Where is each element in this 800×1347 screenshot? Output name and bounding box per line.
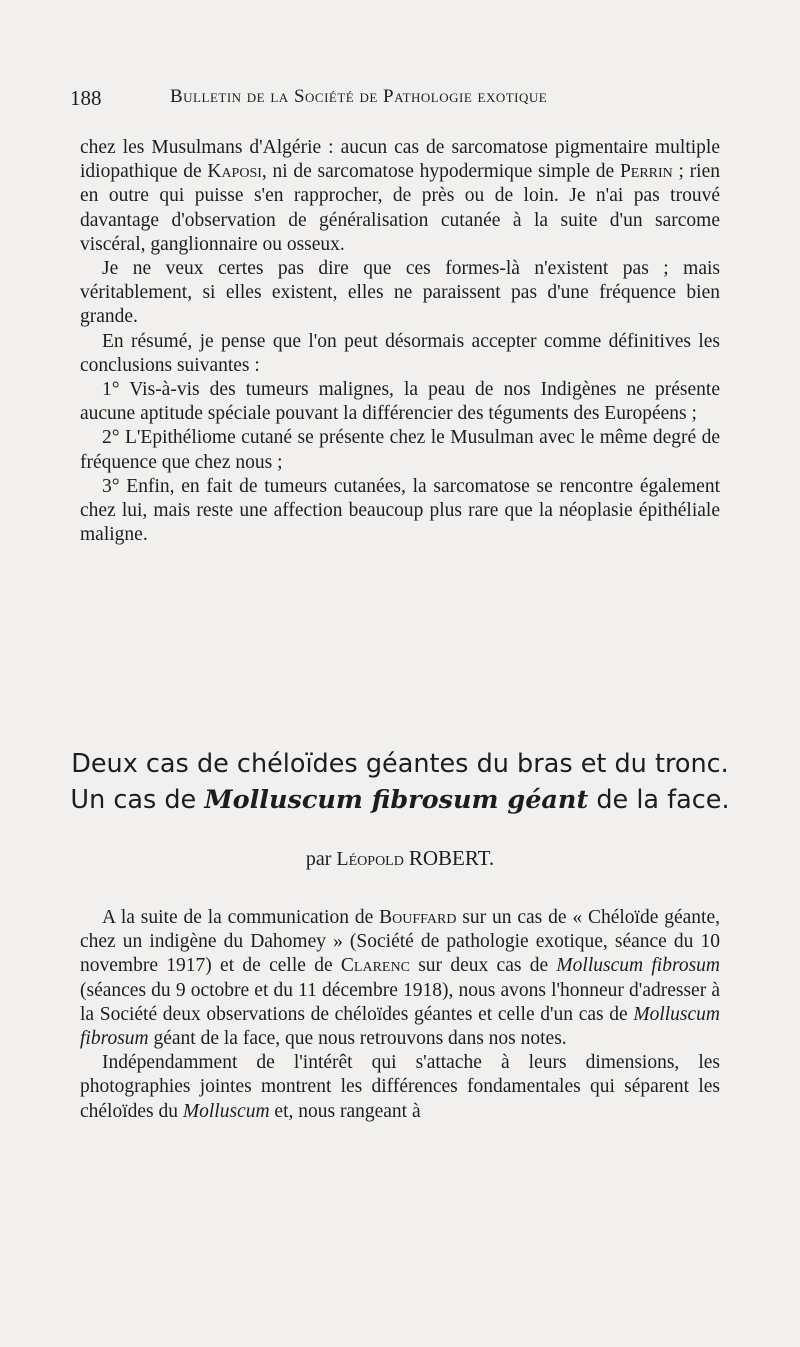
author-name: Kaposi (207, 161, 262, 183)
paragraph: Indépendamment de l'intérêt qui s'attache à leurs dimensions, les photographies jointes montrent les différences fondamentales qui séparent les chéloïdes du Molluscum et, nous rangeant à (80, 1052, 720, 1122)
byline: par Léopold ROBERT. (305, 846, 495, 870)
article-title-line-1: Deux cas de chéloïdes géantes du bras et du tronc. (71, 749, 729, 779)
author-name: Clarenc (340, 955, 410, 977)
author-name: Bouffard (379, 907, 457, 928)
running-head: Bulletin de la Société de Pathologie exotique (170, 86, 548, 107)
paragraph: A la suite de la communication de Bouffard sur un cas de « Chéloïde géante, chez un indigène du Dahomey » (Société de pathologie exotique, séance du 10 novembre 1917) et de celle de Clarenc sur deux cas de Molluscum fibrosum (séances du 9 octobre et du 11 décembre 1918), nous avons l'honneur d'adresser à la Société deux observations de chéloïdes géantes et celle d'un cas de Molluscum fibrosum géant de la face, que nous retrouvons dans nos notes. (80, 907, 720, 1050)
paragraph: chez les Musulmans d'Algérie : aucun cas de sarcomatose pigmentaire multiple idiopathique de Kaposi, ni de sarcomatose hypodermique simple de Perrin ; rien en outre qui puisse s'en rapprocher, de près ou de loin. Je n'ai pas trouvé davantage d'observation de généralisation cutanée à la suite d'un sarcome viscéral, ganglionnaire ou osseux. (80, 137, 721, 255)
paragraph: Je ne veux certes pas dire que ces formes-là n'existent pas ; mais véritablement, si elles existent, elles ne paraissent pas d'une fréquence bien grande. (80, 258, 720, 328)
list-item: 1° Vis-à-vis des tumeurs malignes, la peau de nos Indigènes ne présente aucune aptitude spéciale pouvant la différencier des téguments des Européens ; (80, 379, 720, 425)
article-title-line-2: Un cas de Molluscum fibrosum géant de la face. (70, 785, 730, 815)
list-item: 3° Enfin, en fait de tumeurs cutanées, la sarcomatose se rencontre également chez lui, mais reste une affection beaucoup plus rare que la néoplasie épithéliale maligne. (80, 475, 720, 546)
page-header (70, 86, 750, 116)
paragraph: En résumé, je pense que l'on peut désormais accepter comme définitives les conclusions suivantes : (80, 330, 720, 376)
author-name: Perrin (619, 161, 673, 183)
text-block-2 (80, 906, 720, 1124)
page-number: 188 (70, 86, 102, 110)
text-block-1 (80, 136, 720, 547)
list-item: 2° L'Epithéliome cutané se présente chez le Musulman avec le même degré de fréquence que chez nous ; (80, 427, 720, 473)
